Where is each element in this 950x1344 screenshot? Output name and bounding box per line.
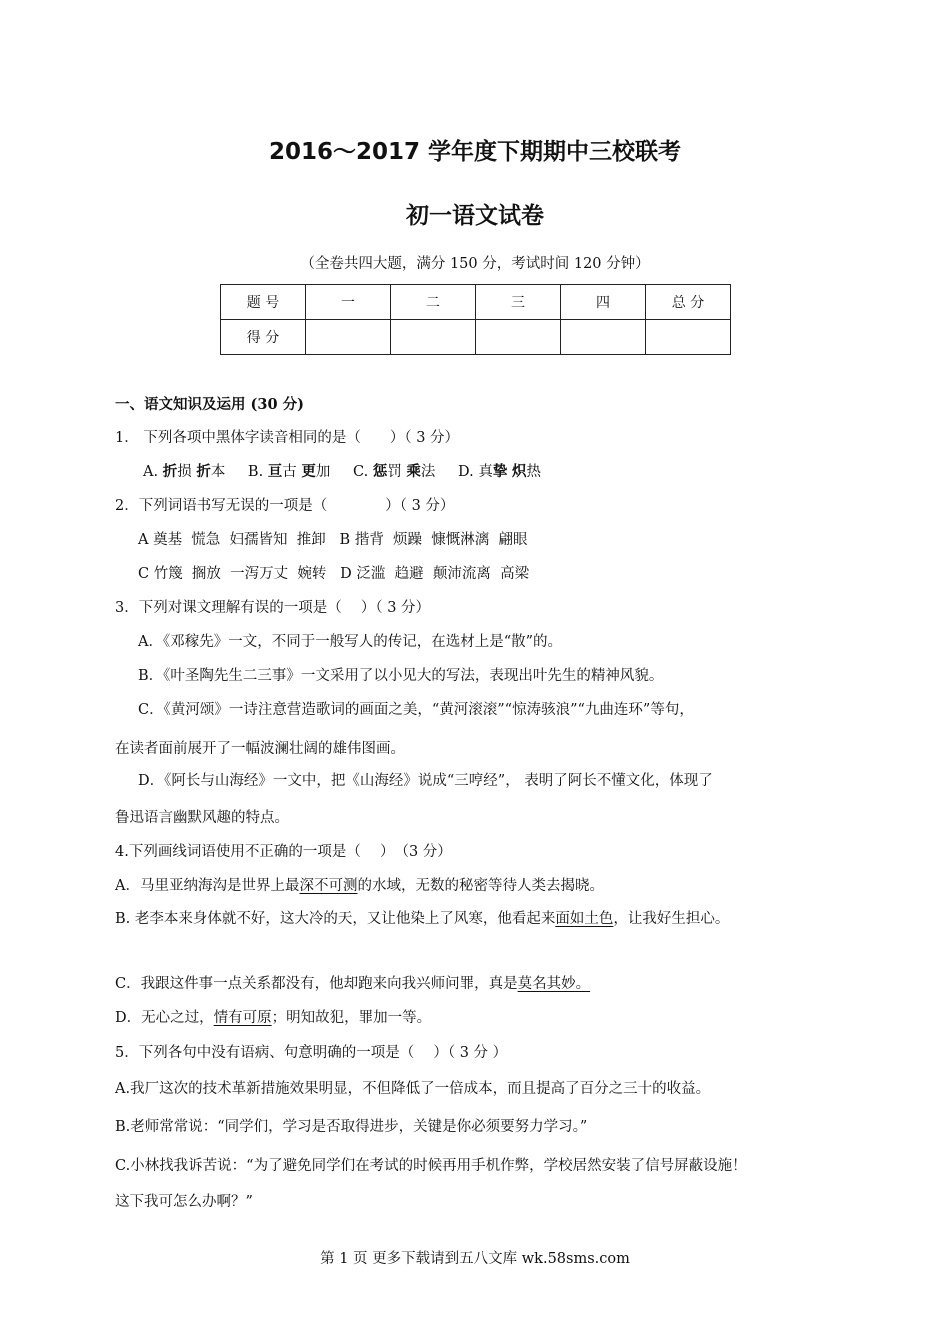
q2-options-cd: C 竹篾 搁放 一泻万丈 婉转 D 泛滥 趋避 颠沛流离 高梁 [138,566,530,582]
q3-option-b: B．《叶圣陶先生二三事》一文采用了以小见大的写法，表现出叶先生的精神风貌。 [138,668,664,684]
header-cell: 二 [391,285,476,320]
q5-option-c-line2: 这下我可怎么办啊？” [115,1194,253,1210]
q5-option-c-line1: C.小林找我诉苦说：“为了避免同学们在考试的时候再用手机作弊，学校居然安装了信号屏蔽设施！ [115,1158,747,1174]
score-table [220,284,731,355]
q1-option-a: A. 折损 折本 [143,463,226,480]
page-footer: 第 1 页 更多下载请到五八文库 wk.58sms.com [320,1251,630,1267]
header-cell: 四 [561,285,646,320]
score-cell [306,320,391,355]
score-table-score-row [221,320,731,355]
q5-stem: 5．下列各句中没有语病、句意明确的一项是（ ）（ 3 分 ） [115,1045,508,1061]
underlined-phrase: 深不可测 [299,878,358,894]
score-cell [646,320,731,355]
header-cell: 三 [476,285,561,320]
exam-note: （全卷共四大题，满分 150 分，考试时间 120 分钟） [300,256,650,272]
score-cell [476,320,561,355]
score-cell [561,320,646,355]
header-cell: 总 分 [646,285,731,320]
underlined-phrase: 面如土色 [555,911,614,927]
score-cell [391,320,476,355]
q5-option-b: B.老师常常说：“同学们，学习是否取得进步，关键是你必须要努力学习。” [115,1119,588,1135]
exam-title: 2016～2017 学年度下期期中三校联考 [268,139,682,165]
exam-subtitle: 初一语文试卷 [406,203,544,229]
score-table-header-row [221,285,731,320]
header-cell: 题 号 [221,285,306,320]
q1-stem: 1． 下列各项中黑体字读音相同的是（ ）（ 3 分） [115,430,460,446]
header-cell: 一 [306,285,391,320]
q5-option-a: A.我厂这次的技术革新措施效果明显，不但降低了一倍成本，而且提高了百分之三十的收益。 [115,1081,711,1097]
q3-option-d-line1: D．《阿长与山海经》一文中，把《山海经》说成“三哼经”， 表明了阿长不懂文化，体现了 [138,773,713,789]
q4-option-c: C．我跟这件事一点关系都没有，他却跑来向我兴师问罪，真是莫名其妙。 [115,976,591,992]
q2-stem: 2．下列词语书写无误的一项是（ ）（ 3 分） [115,498,455,514]
q1-option-c: C. 惩罚 乘法 [353,463,436,480]
q2-options-ab: A 奠基 慌急 妇孺皆知 推卸 B 揩背 烦躁 慷慨淋漓 翩眼 [138,532,528,548]
underlined-phrase: 莫名其妙。 [517,976,591,992]
q3-option-c-line1: C．《黄河颂》一诗注意营造歌词的画面之美，“黄河滚滚”“惊涛骇浪”“九曲连环”等句， [138,702,694,718]
q4-option-b: B. 老李本来身体就不好，这大冷的天，又让他染上了风寒，他看起来面如土色，让我好生担心。 [115,911,730,927]
q4-stem: 4.下列画线词语使用不正确的一项是（ ） （3 分） [115,844,452,860]
q1-option-d: D. 真挚 炽热 [458,463,541,480]
q4-option-d: D．无心之过，情有可原；明知故犯，罪加一等。 [115,1010,432,1026]
q1-option-b: B. 亘古 更加 [247,463,331,480]
q3-option-d-line2: 鲁迅语言幽默风趣的特点。 [115,810,289,826]
q4-option-a: A．马里亚纳海沟是世界上最深不可测的水域，无数的秘密等待人类去揭晓。 [115,878,604,894]
q1-options [143,460,541,481]
section-heading-1: 一、语文知识及运用 (30 分) [115,396,304,413]
underlined-phrase: 情有可原 [213,1010,272,1026]
q3-stem: 3．下列对课文理解有误的一项是（ ）（ 3 分） [115,600,431,616]
row-label-cell: 得 分 [221,320,306,355]
q3-option-c-line2: 在读者面前展开了一幅波澜壮阔的雄伟图画。 [115,741,405,757]
q3-option-a: A．《邓稼先》一文，不同于一般写人的传记，在选材上是“散”的。 [138,634,563,650]
